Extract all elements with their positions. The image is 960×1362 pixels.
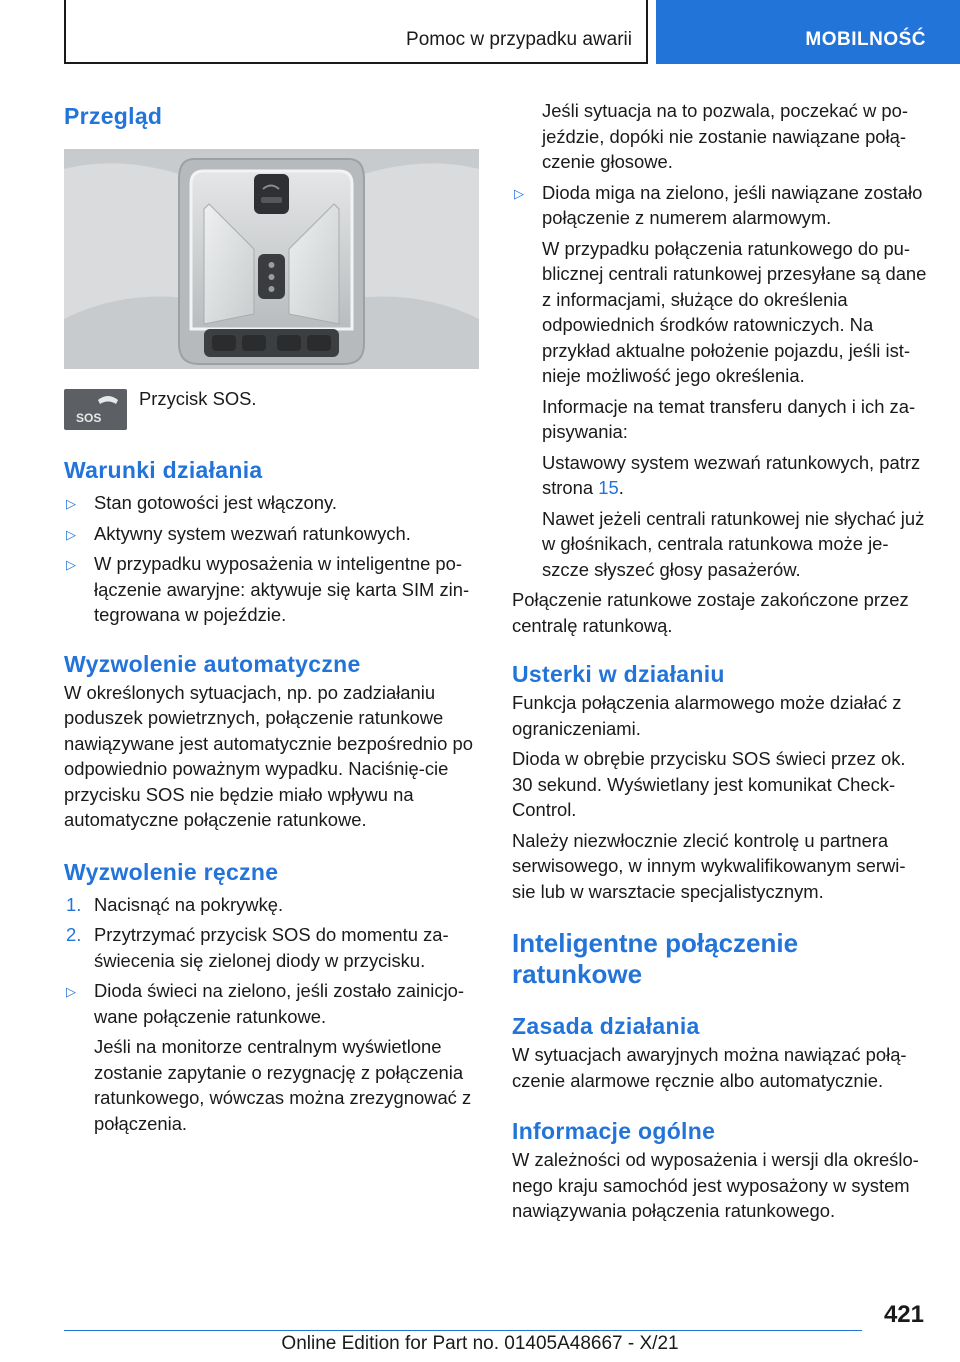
heading-informacje-ogolne: Informacje ogólne	[512, 1118, 716, 1144]
sub-paragraph: Ustawowy system wezwań ratunkowych, patrz strona 15.	[542, 451, 921, 498]
sub-paragraph: W przypadku połączenia ratunkowego do pu-blicznej centrali ratunkowej przesyłane są dane z informacjami, służące do określenia odpowiednich środków ratowniczych. Na przykład aktualne położenie pojazdu, jeśli ist-nieje możliwość jego określenia.	[542, 237, 927, 386]
sub-paragraph: Nawet jeżeli centrali ratunkowej nie słychać już w głośnikach, centrala ratunkowa może je-szcze słyszeć głosy pasażerów.	[542, 507, 925, 580]
heading-inteligentne-line-2: ratunkowe	[512, 959, 643, 989]
page-reference-link[interactable]: 15	[598, 477, 619, 498]
heading-zasada: Zasada działania	[512, 1013, 700, 1039]
triangle-bullet-icon: ▷	[514, 185, 524, 201]
triangle-bullet-icon: ▷	[66, 526, 76, 542]
step-number: 2.	[66, 924, 82, 945]
triangle-bullet-icon: ▷	[66, 496, 76, 511]
step-number: 1.	[66, 893, 82, 915]
heading-wyzwolenie-reczne: Wyzwolenie ręczne	[64, 858, 279, 885]
header-section-box	[64, 0, 648, 64]
heading-przeglad: Przegląd	[64, 103, 163, 129]
usterki-paragraph-1: Funkcja połączenia alarmowego może działać z ograniczeniami.	[512, 692, 902, 739]
roof-console-illustration	[64, 149, 479, 369]
header-chapter-title: MOBILNOŚĆ	[805, 29, 926, 50]
triangle-bullet-icon: ▷	[66, 984, 76, 999]
footer-divider	[64, 1330, 862, 1331]
list-item: ▷ Dioda świeci na zielono, jeśli zostało zainicjo-wane połączenie ratunkowe.	[66, 980, 465, 1027]
header-section-title: Pomoc w przypadku awarii	[406, 29, 632, 50]
list-item: ▷ Dioda miga na zielono, jeśli nawiązane zostało połączenie z numerem alarmowym.	[514, 181, 923, 228]
sos-button-icon	[64, 389, 127, 430]
step-item: 2. Przytrzymać przycisk SOS do momentu za-świecenia się zielonej diody w przycisku.	[66, 924, 449, 971]
sub-paragraph: Jeśli na monitorze centralnym wyświetlone zostanie zapytanie o rezygnację z połączenia ratunkowego, wówczas można zrezygnować z połączenia.	[94, 1036, 472, 1134]
list-item: ▷ Stan gotowości jest włączony.	[64, 490, 479, 516]
header-chapter-tab	[656, 0, 960, 64]
heading-wyzwolenie-automatyczne: Wyzwolenie automatyczne	[64, 650, 361, 677]
step-item: 1. Nacisnąć na pokrywkę.	[64, 892, 479, 918]
usterki-paragraph-2: Dioda w obrębie przycisku SOS świeci przez ok. 30 sekund. Wyświetlany jest komunikat Check-Control.	[512, 748, 906, 820]
roof-console-photo	[64, 149, 479, 369]
heading-usterki: Usterki w działaniu	[512, 661, 725, 687]
sos-caption: Przycisk SOS.	[139, 388, 257, 409]
sub-paragraph: Informacje na temat transferu danych i ich za-pisywania:	[542, 395, 916, 442]
left-column	[64, 100, 479, 1136]
auto-paragraph: W określonych sytuacjach, np. po zadziałaniu poduszek powietrznych, połączenie ratunkowe nawiązywane jest automatycznie bezpośrednio po odpowiednio poważnym wypadku. Naciśnię-cie przycisku SOS nie będzie miało wpływu na automatyczne połączenie ratunkowe.	[64, 681, 473, 830]
page-number: 421	[883, 1301, 924, 1328]
sos-legend-row	[64, 389, 479, 430]
usterki-paragraph-3: Należy niezwłocznie zlecić kontrolę u partnera serwisowego, w innym wykwalifikowanym serwi-sie lub w warsztacie specjalistycznym.	[512, 829, 906, 902]
footer-edition: Online Edition for Part no. 01405A48667 - X/21	[281, 1333, 679, 1354]
right-column	[512, 98, 927, 1224]
heading-inteligentne-line-1: Inteligentne połączenie	[512, 928, 799, 958]
zasada-paragraph: W sytuacjach awaryjnych można nawiązać połą-czenie alarmowe ręcznie albo automatycznie.	[512, 1044, 907, 1091]
triangle-bullet-icon: ▷	[66, 557, 76, 572]
sub-paragraph: Jeśli sytuacja na to pozwala, poczekać w po-jeździe, dopóki nie zostanie nawiązane połą-czenie głosowe.	[542, 100, 908, 172]
end-paragraph: Połączenie ratunkowe zostaje zakończone przez centralę ratunkową.	[512, 589, 909, 636]
list-item: ▷ Aktywny system wezwań ratunkowych.	[64, 521, 479, 547]
heading-warunki: Warunki działania	[64, 457, 263, 483]
sos-icon-label: SOS	[76, 411, 102, 425]
info-paragraph: W zależności od wyposażenia i wersji dla określo-nego kraju samochód jest wyposażony w system nawiązywania połączenia ratunkowego.	[512, 1149, 919, 1221]
list-item: ▷ W przypadku wyposażenia w inteligentne po-łączenie awaryjne: aktywuje się karta SIM zin-tegrowana w pojeździe.	[66, 553, 470, 625]
